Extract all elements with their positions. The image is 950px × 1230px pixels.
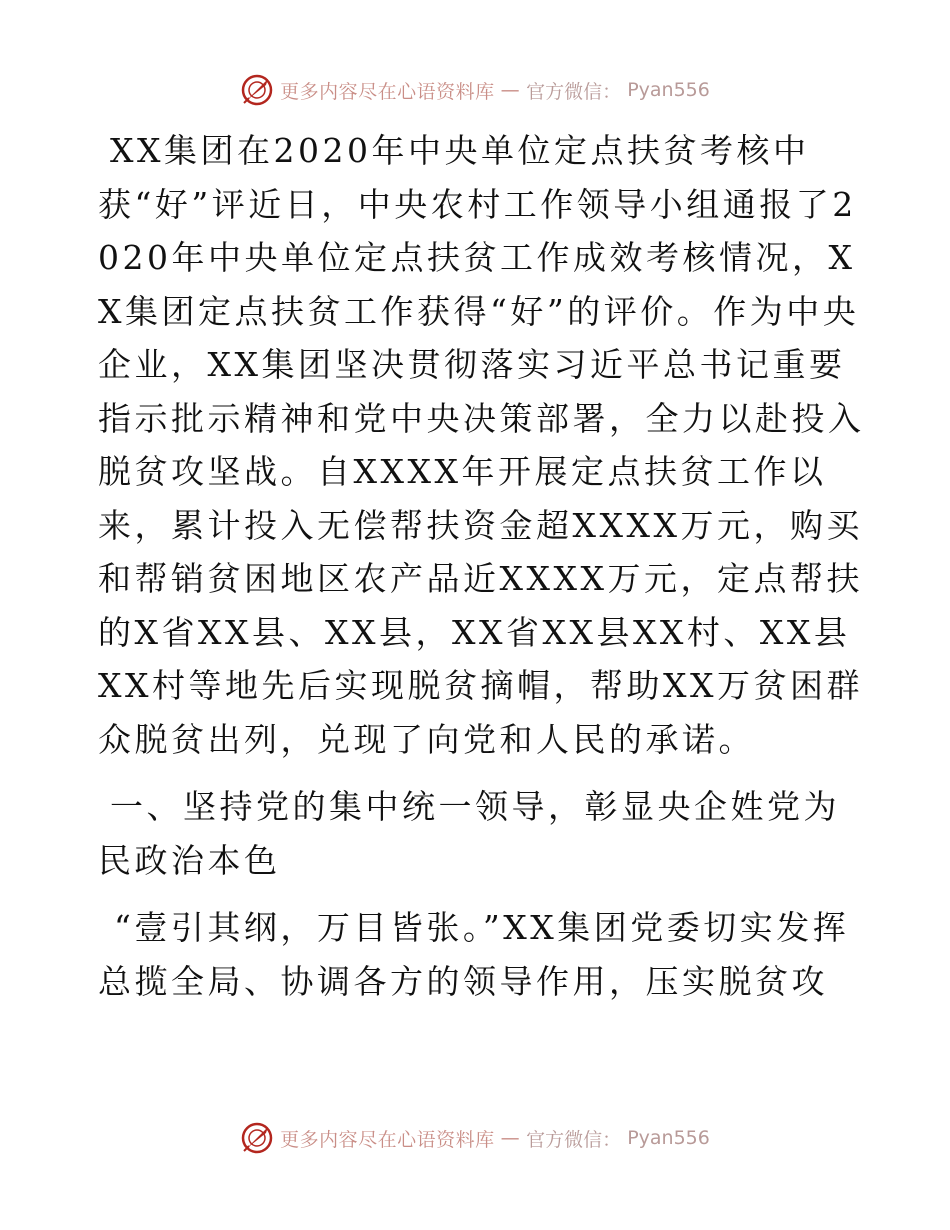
watermark-dash: — <box>500 1127 521 1149</box>
watermark-contact-label: 官方微信： <box>526 80 622 103</box>
intro-paragraph: XX集团在2020年中央单位定点扶贫考核中获“好”评近日，中央农村工作领导小组通报了2020年中央单位定点扶贫工作成效考核情况，XX集团定点扶贫工作获得“好”的评价。作为中央企业，XX集团坚决贯彻落实习近平总书记重要指示批示精神和党中央决策部署，全力以赴投入脱贫攻坚战。自XXXX年开展定点扶贫工作以来，累计投入无偿帮扶资金超XXXX万元，购买和帮销贫困地区农产品近XXXX万元，定点帮扶的X省XX县、XX县，XX省XX县XX村、XX县XX村等地先后实现脱贫摘帽，帮助XX万贫困群众脱贫出列，兑现了向党和人民的承诺。 <box>98 131 865 759</box>
body-paragraph: “壹引其纲，万目皆张。”XX集团党委切实发挥总揽全局、协调各方的领导作用，压实脱贫攻 <box>98 908 850 1001</box>
document-body <box>98 124 868 1008</box>
section-heading: 一、坚持党的集中统一领导，彰显央企姓党为民政治本色 <box>98 787 840 880</box>
watermark-text: 更多内容尽在心语资料库 <box>280 1128 495 1151</box>
watermark-contact-label: 官方微信： <box>526 1128 622 1151</box>
watermark-text: 更多内容尽在心语资料库 <box>280 80 495 103</box>
watermark-dash: — <box>500 79 521 101</box>
header-watermark <box>0 68 950 112</box>
footer-watermark <box>0 1116 950 1160</box>
brand-logo-icon <box>240 1121 274 1155</box>
watermark-contact-id: Pyan556 <box>627 1127 710 1149</box>
brand-logo-icon <box>240 73 274 107</box>
watermark-contact-id: Pyan556 <box>627 79 710 101</box>
